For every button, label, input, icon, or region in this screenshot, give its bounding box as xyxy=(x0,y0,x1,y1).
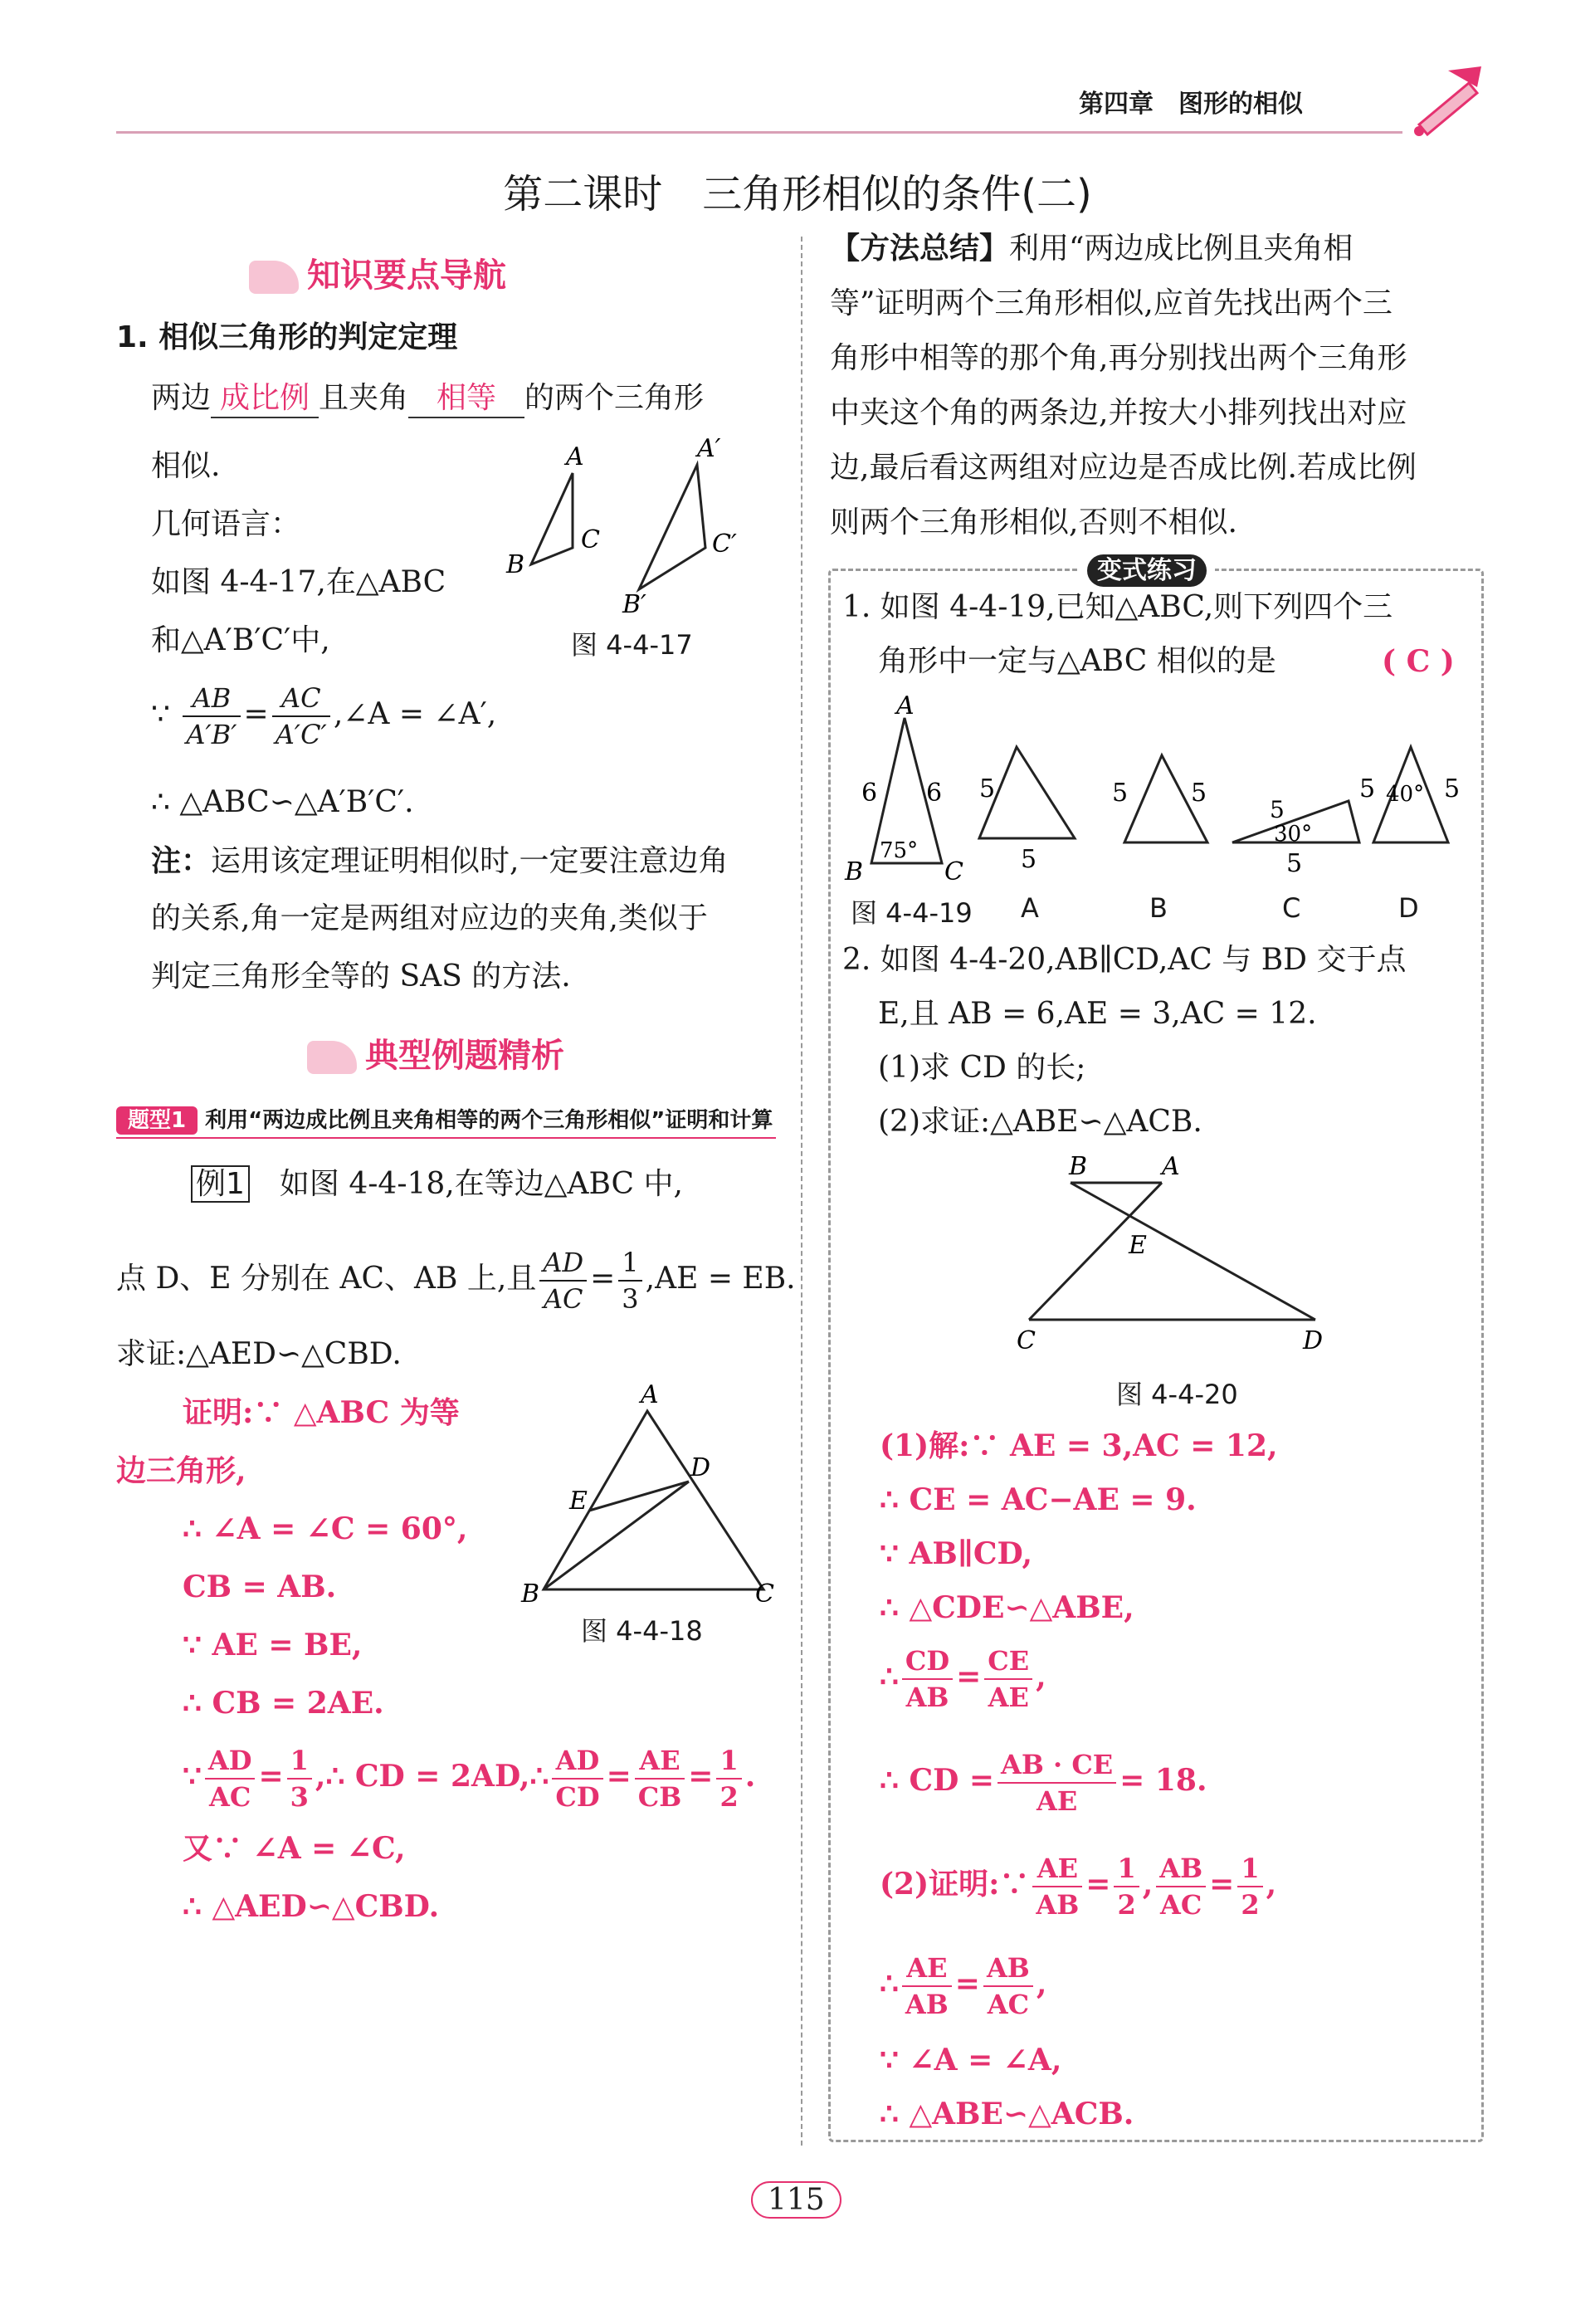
svg-text:5: 5 xyxy=(1112,779,1129,808)
solution-end1: ∵ ∠A = ∠A, xyxy=(880,2043,1062,2077)
option-C: C xyxy=(1282,892,1301,924)
label-A-prime: A′ xyxy=(697,434,721,463)
svg-text:5: 5 xyxy=(1270,796,1285,823)
svg-text:D: D xyxy=(1303,1326,1324,1355)
figure-caption-20: 图 4-4-20 xyxy=(1116,1379,1238,1410)
solution-fraction3: (2)证明:∵ $\frac{AE}{AB}$ = $\frac{1}{2}$ , $\frac{AB}{AC}$ = $\frac{1}{2}$ , xyxy=(880,1853,1277,1921)
proof-end1: 又∵ ∠A = ∠C, xyxy=(183,1831,406,1866)
method-summary-line3: 角形中相等的那个角,再分别找出两个三角形 xyxy=(830,341,1407,375)
svg-text:6: 6 xyxy=(926,779,943,808)
solution-fraction4: ∴ $\frac{AE}{AB}$ = $\frac{AB}{AC}$ , xyxy=(880,1952,1047,2020)
geo-lang-text1: 如图 4-4-17,在△ABC xyxy=(151,565,446,599)
question-type-banner xyxy=(116,1104,776,1139)
solution-fraction2: ∴ CD = $\frac{AB \cdot CE}{AE}$ = 18. xyxy=(880,1749,1207,1817)
geo-lang-conclusion: ∴ △ABC∽△A′B′C′. xyxy=(151,785,414,819)
solution-line2: ∴ CE = AC−AE = 9. xyxy=(880,1482,1197,1517)
proof-line3: ∴ ∠A = ∠C = 60°, xyxy=(183,1511,468,1546)
figure-4-4-19 xyxy=(838,693,1469,884)
proof-line2: 边三角形, xyxy=(116,1453,246,1488)
method-summary-line1: 【方法总结】利用“两边成比例且夹角相 xyxy=(830,232,1354,266)
svg-text:5: 5 xyxy=(979,774,996,803)
label-B: B xyxy=(506,550,525,579)
solution-line4: ∴ △CDE∽△ABE, xyxy=(880,1590,1134,1625)
q2-part1: (1)求 CD 的长; xyxy=(878,1051,1086,1085)
proof-fraction-line: ∵ $\frac{AD}{AC}$ = $\frac{1}{3}$ ,∴ CD = 2AD,∴ $\frac{AD}{CD}$ = $\frac{AE}{CB}$ = $\frac{1}{2}$ . xyxy=(183,1745,756,1813)
option-B: B xyxy=(1149,892,1168,924)
svg-text:C: C xyxy=(944,857,963,884)
type-tag: 题型1 xyxy=(116,1106,198,1135)
svg-text:A: A xyxy=(1162,1152,1180,1181)
svg-text:5: 5 xyxy=(1191,779,1207,808)
q2-part2: (2)求证:△ABE∽△ACB. xyxy=(878,1105,1202,1139)
figure-4-4-17 xyxy=(490,423,772,614)
geo-lang-text2: 和△A′B′C′中, xyxy=(151,623,330,657)
theorem-title: 1. 相似三角形的判定定理 xyxy=(116,320,458,354)
svg-text:D: D xyxy=(690,1453,711,1482)
svg-text:C: C xyxy=(1017,1326,1036,1355)
book-icon xyxy=(307,1041,357,1074)
proof-end2: ∴ △AED∽△CBD. xyxy=(183,1889,440,1924)
type-description: 利用“两边成比例且夹角相等的两个三角形相似”证明和计算 xyxy=(205,1108,773,1133)
solution-fraction1: ∴ $\frac{CD}{AB}$ = $\frac{CE}{AE}$ , xyxy=(880,1645,1046,1713)
svg-text:5: 5 xyxy=(1021,845,1037,874)
geo-lang-condition: ∵ $\frac{AB}{A'B'}$ = $\frac{AC}{A'C'}$ ,∠A = ∠A′, xyxy=(151,682,497,750)
proof-line1: 证明:∵ △ABC 为等 xyxy=(183,1395,460,1430)
proof-line4: CB = AB. xyxy=(183,1570,337,1604)
blank-answer-1: 成比例 xyxy=(211,380,319,418)
svg-text:B: B xyxy=(845,857,864,884)
solution-line1: (1)解:∵ AE = 3,AC = 12, xyxy=(880,1428,1278,1463)
figure-caption-18: 图 4-4-18 xyxy=(581,1615,703,1647)
option-D: D xyxy=(1398,892,1419,924)
blank-answer-2: 相等 xyxy=(408,380,524,418)
label-A: A xyxy=(566,442,584,471)
geo-lang-label: 几何语言： xyxy=(151,507,301,541)
svg-text:A: A xyxy=(641,1380,659,1409)
figure-caption-19: 图 4-4-19 xyxy=(851,897,973,929)
svg-text:C: C xyxy=(755,1579,774,1602)
theorem-line2: 相似. xyxy=(151,449,221,483)
method-summary-line2: 等”证明两个三角形相似,应首先找出两个三 xyxy=(830,286,1393,320)
page-number: 115 xyxy=(751,2181,841,2219)
header-rule xyxy=(116,131,1402,134)
column-divider xyxy=(801,237,802,2146)
svg-text:5: 5 xyxy=(1444,774,1461,803)
page-title: 第二课时 三角形相似的条件(二) xyxy=(503,171,1092,217)
svg-text:B: B xyxy=(1069,1152,1088,1181)
solution-line3: ∵ AB∥CD, xyxy=(880,1536,1032,1571)
svg-text:75°: 75° xyxy=(880,838,919,863)
q1-line1: 1. 如图 4-4-19,已知△ABC,则下列四个三 xyxy=(842,590,1393,624)
svg-text:A: A xyxy=(896,693,915,720)
note-line1: 注：运用该定理证明相似时,一定要注意边角 xyxy=(151,843,729,878)
svg-text:30°: 30° xyxy=(1274,822,1313,847)
method-summary-line4: 中夹这个角的两条边,并按大小排列找出对应 xyxy=(830,396,1407,430)
svg-text:5: 5 xyxy=(1359,774,1376,803)
proof-line6: ∴ CB = 2AE. xyxy=(183,1686,384,1721)
label-C-prime: C′ xyxy=(712,530,737,559)
svg-text:6: 6 xyxy=(861,779,878,808)
note-line3: 判定三角形全等的 SAS 的方法. xyxy=(151,959,571,994)
knowledge-section-title: 知识要点导航 xyxy=(249,249,506,296)
note-line2: 的关系,角一定是两组对应边的夹角,类似于 xyxy=(151,901,708,935)
figure-4-4-20 xyxy=(996,1150,1361,1357)
figure-caption-17: 图 4-4-17 xyxy=(571,629,693,661)
solution-end2: ∴ △ABE∽△ACB. xyxy=(880,2097,1134,2131)
pencil-hat-icon xyxy=(1402,58,1494,141)
triangle-a-prime xyxy=(639,465,705,589)
q1-line2: 角形中一定与△ABC 相似的是 xyxy=(878,644,1276,678)
example-label: 例1 xyxy=(191,1165,250,1203)
method-summary-line6: 则两个三角形相似,否则不相似. xyxy=(830,505,1237,540)
svg-text:B: B xyxy=(521,1579,540,1602)
figure-4-4-18 xyxy=(506,1370,788,1602)
svg-text:5: 5 xyxy=(1286,849,1303,878)
q2-line2: E,且 AB = 6,AE = 3,AC = 12. xyxy=(878,997,1317,1031)
chapter-header: 第四章 图形的相似 xyxy=(1079,90,1303,119)
method-summary-line5: 边,最后看这两组对应边是否成比例.若成比例 xyxy=(830,451,1417,485)
svg-text:40°: 40° xyxy=(1386,782,1425,807)
label-B-prime: B′ xyxy=(622,590,646,614)
theorem-statement: 两边 成比例 且夹角 相等 的两个三角形 xyxy=(151,380,704,418)
book-icon xyxy=(249,261,299,294)
proof-line5: ∵ AE = BE, xyxy=(183,1628,363,1662)
example-line1: 例1 如图 4-4-18,在等边△ABC 中, xyxy=(191,1166,683,1203)
exercise-badge: 变式练习 xyxy=(1079,549,1215,586)
example-line2: 点 D、E 分别在 AC、AB 上,且 $\frac{AD}{AC}$ = $\frac{1}{3}$ ,AE = EB. xyxy=(116,1247,796,1315)
label-C: C xyxy=(581,525,600,554)
q1-answer: ( C ) xyxy=(1382,644,1455,679)
triangle-abc xyxy=(531,473,573,564)
examples-section-title: 典型例题精析 xyxy=(307,1029,564,1077)
q2-line1: 2. 如图 4-4-20,AB∥CD,AC 与 BD 交于点 xyxy=(842,943,1407,977)
svg-text:E: E xyxy=(1129,1231,1147,1260)
svg-text:E: E xyxy=(569,1487,588,1516)
example-line3: 求证:△AED∽△CBD. xyxy=(116,1337,402,1371)
option-A: A xyxy=(1021,892,1039,924)
